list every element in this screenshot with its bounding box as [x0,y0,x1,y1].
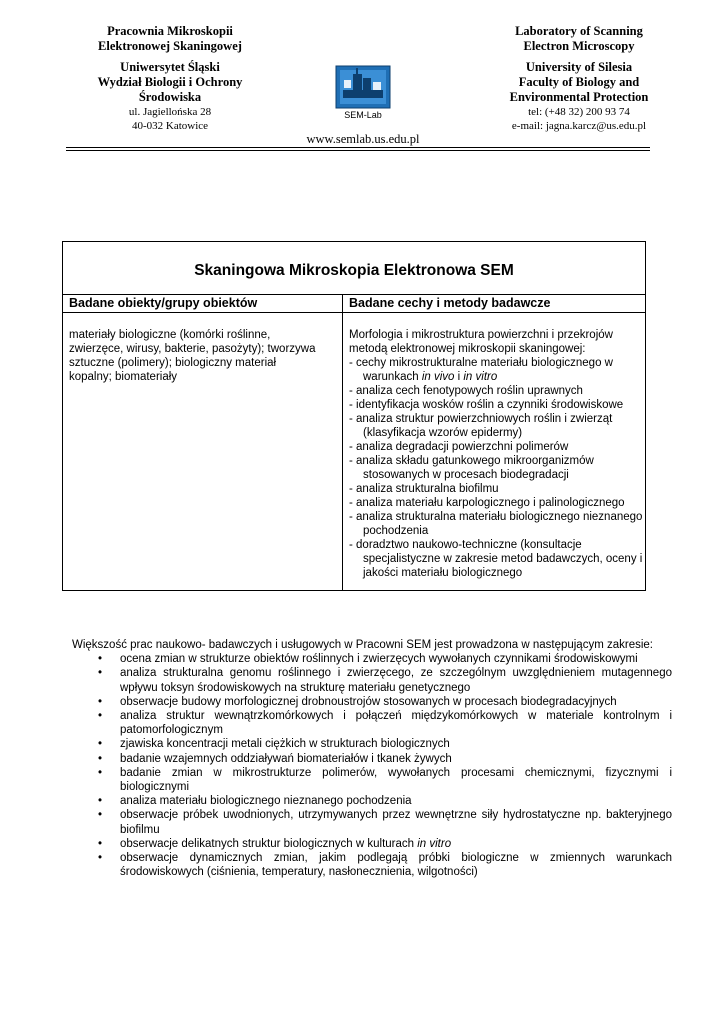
services-section [72,638,672,879]
university-en: University of Silesia [525,60,633,74]
bullet-icon: • [98,738,103,751]
col1-line: zwierzęce, wirusy, bakterie, pasożyty); tworzywa [69,343,316,355]
col2-item: - analiza składu gatunkowego mikroorganizmów stosowanych w procesach biodegradacji [349,455,594,481]
list-item: • obserwacje próbek uwodnionych, utrzymywanych przez wewnętrzne siły hydrostatyczne np. bakteryjnego biofilmu [98,809,672,836]
bullet-icon: • [98,766,103,779]
col2-item: - analiza strukturalna biofilmu [349,483,499,495]
header-rule-thick [66,147,650,148]
lab-name-pl-1: Pracownia Mikroskopii [107,24,233,38]
list-item: • obserwacje dynamicznych zmian, jakim podlegają próbki biologiczne w zmiennych warunkach środowiskowych (ciśnienia, temperatury, nasłonecznienia, wilgotności) [98,852,672,879]
col2-intro: Morfologia i mikrostruktura powierzchni i przekrojów [349,329,613,341]
lab-name-pl-2: Elektronowej Skaningowej [98,39,242,53]
table-title: Skaningowa Mikroskopia Elektronowa SEM [194,262,514,279]
col2-intro: metodą elektronowej mikroskopii skaningowej: [349,343,586,355]
bullet-icon: • [98,653,103,666]
faculty-en-1: Faculty of Biology and [518,75,640,89]
bullet-icon: • [98,752,103,765]
col1-line: sztuczne (polimery); biologiczny materiał [69,357,277,369]
letterhead-right [470,24,688,133]
faculty-pl-1: Wydział Biologii i Ochrony [97,75,243,89]
bullet-icon: • [98,667,103,680]
table-column-divider [342,294,343,590]
list-item: • analiza strukturalna genomu roślinnego i zwierzęcego, ze szczególnym uwzględnieniem mutagennego wpływu toksyn środowiskowych na strukturę materiału genetycznego [98,667,672,694]
list-item: • obserwacje budowy morfologicznej drobnoustrojów stosowanych w procesach biodegradacyjnych [98,695,617,708]
list-item: • badanie zmian w mikrostrukturze polimerów, wywołanych procesami chemicznymi, fizycznymi i biologicznymi [98,766,672,794]
logo-label: SEM-Lab [344,110,382,120]
col2-item: - analiza strukturalna materiału biologicznego nieznanego pochodzenia [349,511,643,537]
col2-header: Badane cechy i metody badawcze [349,296,551,310]
bullet-icon: • [98,852,103,865]
header-rule-thin [66,150,650,151]
street-address: ul. Jagiellońska 28 [128,106,212,118]
website-link[interactable]: www.semlab.us.edu.pl [306,132,420,146]
col1-line: materiały biologiczne (komórki roślinne, [69,329,271,341]
col2-item: - cechy mikrostrukturalne materiału biologicznego w warunkach in vivo i in vitro [349,357,613,383]
email-address: e-mail: jagna.karcz@us.edu.pl [511,120,647,132]
col2-item: - identyfikacja wosków roślin a czynniki środowiskowe [349,399,624,411]
bullet-icon: • [98,795,103,808]
col1-header: Badane obiekty/grupy obiektów [69,296,258,310]
table-divider-header [63,312,645,313]
bullet-icon: • [98,809,103,822]
lab-name-en-1: Laboratory of Scanning [515,24,643,38]
col2-content [349,328,645,580]
list-item: • obserwacje delikatnych struktur biologicznych w kulturach in vitro [98,837,452,850]
list-item: • ocena zmian w strukturze obiektów roślinnych i zwierzęcych wywołanych czynnikami środowiskowymi [98,653,638,666]
city-address: 40-032 Katowice [131,120,209,132]
list-item: • zjawiska koncentracji metali ciężkich w strukturach biologicznych [98,738,450,751]
faculty-en-2: Environmental Protection [509,90,649,104]
faculty-pl-2: Środowiska [138,90,202,104]
university-pl: Uniwersytet Śląski [120,60,220,74]
sem-capabilities-table [62,241,646,591]
services-intro: Większość prac naukowo- badawczych i usługowych w Pracowni SEM jest prowadzona w następującym zakresie: [72,639,653,651]
col1-line: kopalny; biomateriały [69,371,178,383]
col2-item: - analiza struktur powierzchniowych roślin i zwierząt (klasyfikacja wzorów epidermy) [349,413,613,439]
phone-number: tel: (+48 32) 200 93 74 [528,106,630,118]
col2-item: - doradztwo naukowo-techniczne (konsultacje specjalistyczne w zakresie metod badawczych, oceny i jakości materiału biologicznego [349,539,643,579]
table-divider-top [63,294,645,295]
col1-content [69,328,337,384]
list-item: • analiza materiału biologicznego nieznanego pochodzenia [98,795,412,808]
lab-name-en-2: Electron Microscopy [523,39,635,53]
letterhead-left [66,24,274,133]
list-item: • badanie wzajemnych oddziaływań biomateriałów i tkanek żywych [98,752,452,765]
bullet-icon: • [98,710,103,723]
bullet-icon: • [98,837,103,850]
col2-item: - analiza materiału karpologicznego i palinologicznego [349,497,625,509]
services-list [72,652,672,879]
col2-item: - analiza cech fenotypowych roślin uprawnych [349,385,583,397]
bullet-icon: • [98,695,103,708]
col2-item: - analiza degradacji powierzchni polimerów [349,441,569,453]
list-item: • analiza struktur wewnątrzkomórkowych i połączeń międzykomórkowych w materiale kontrolnym i patomorfologicznym [98,710,672,737]
